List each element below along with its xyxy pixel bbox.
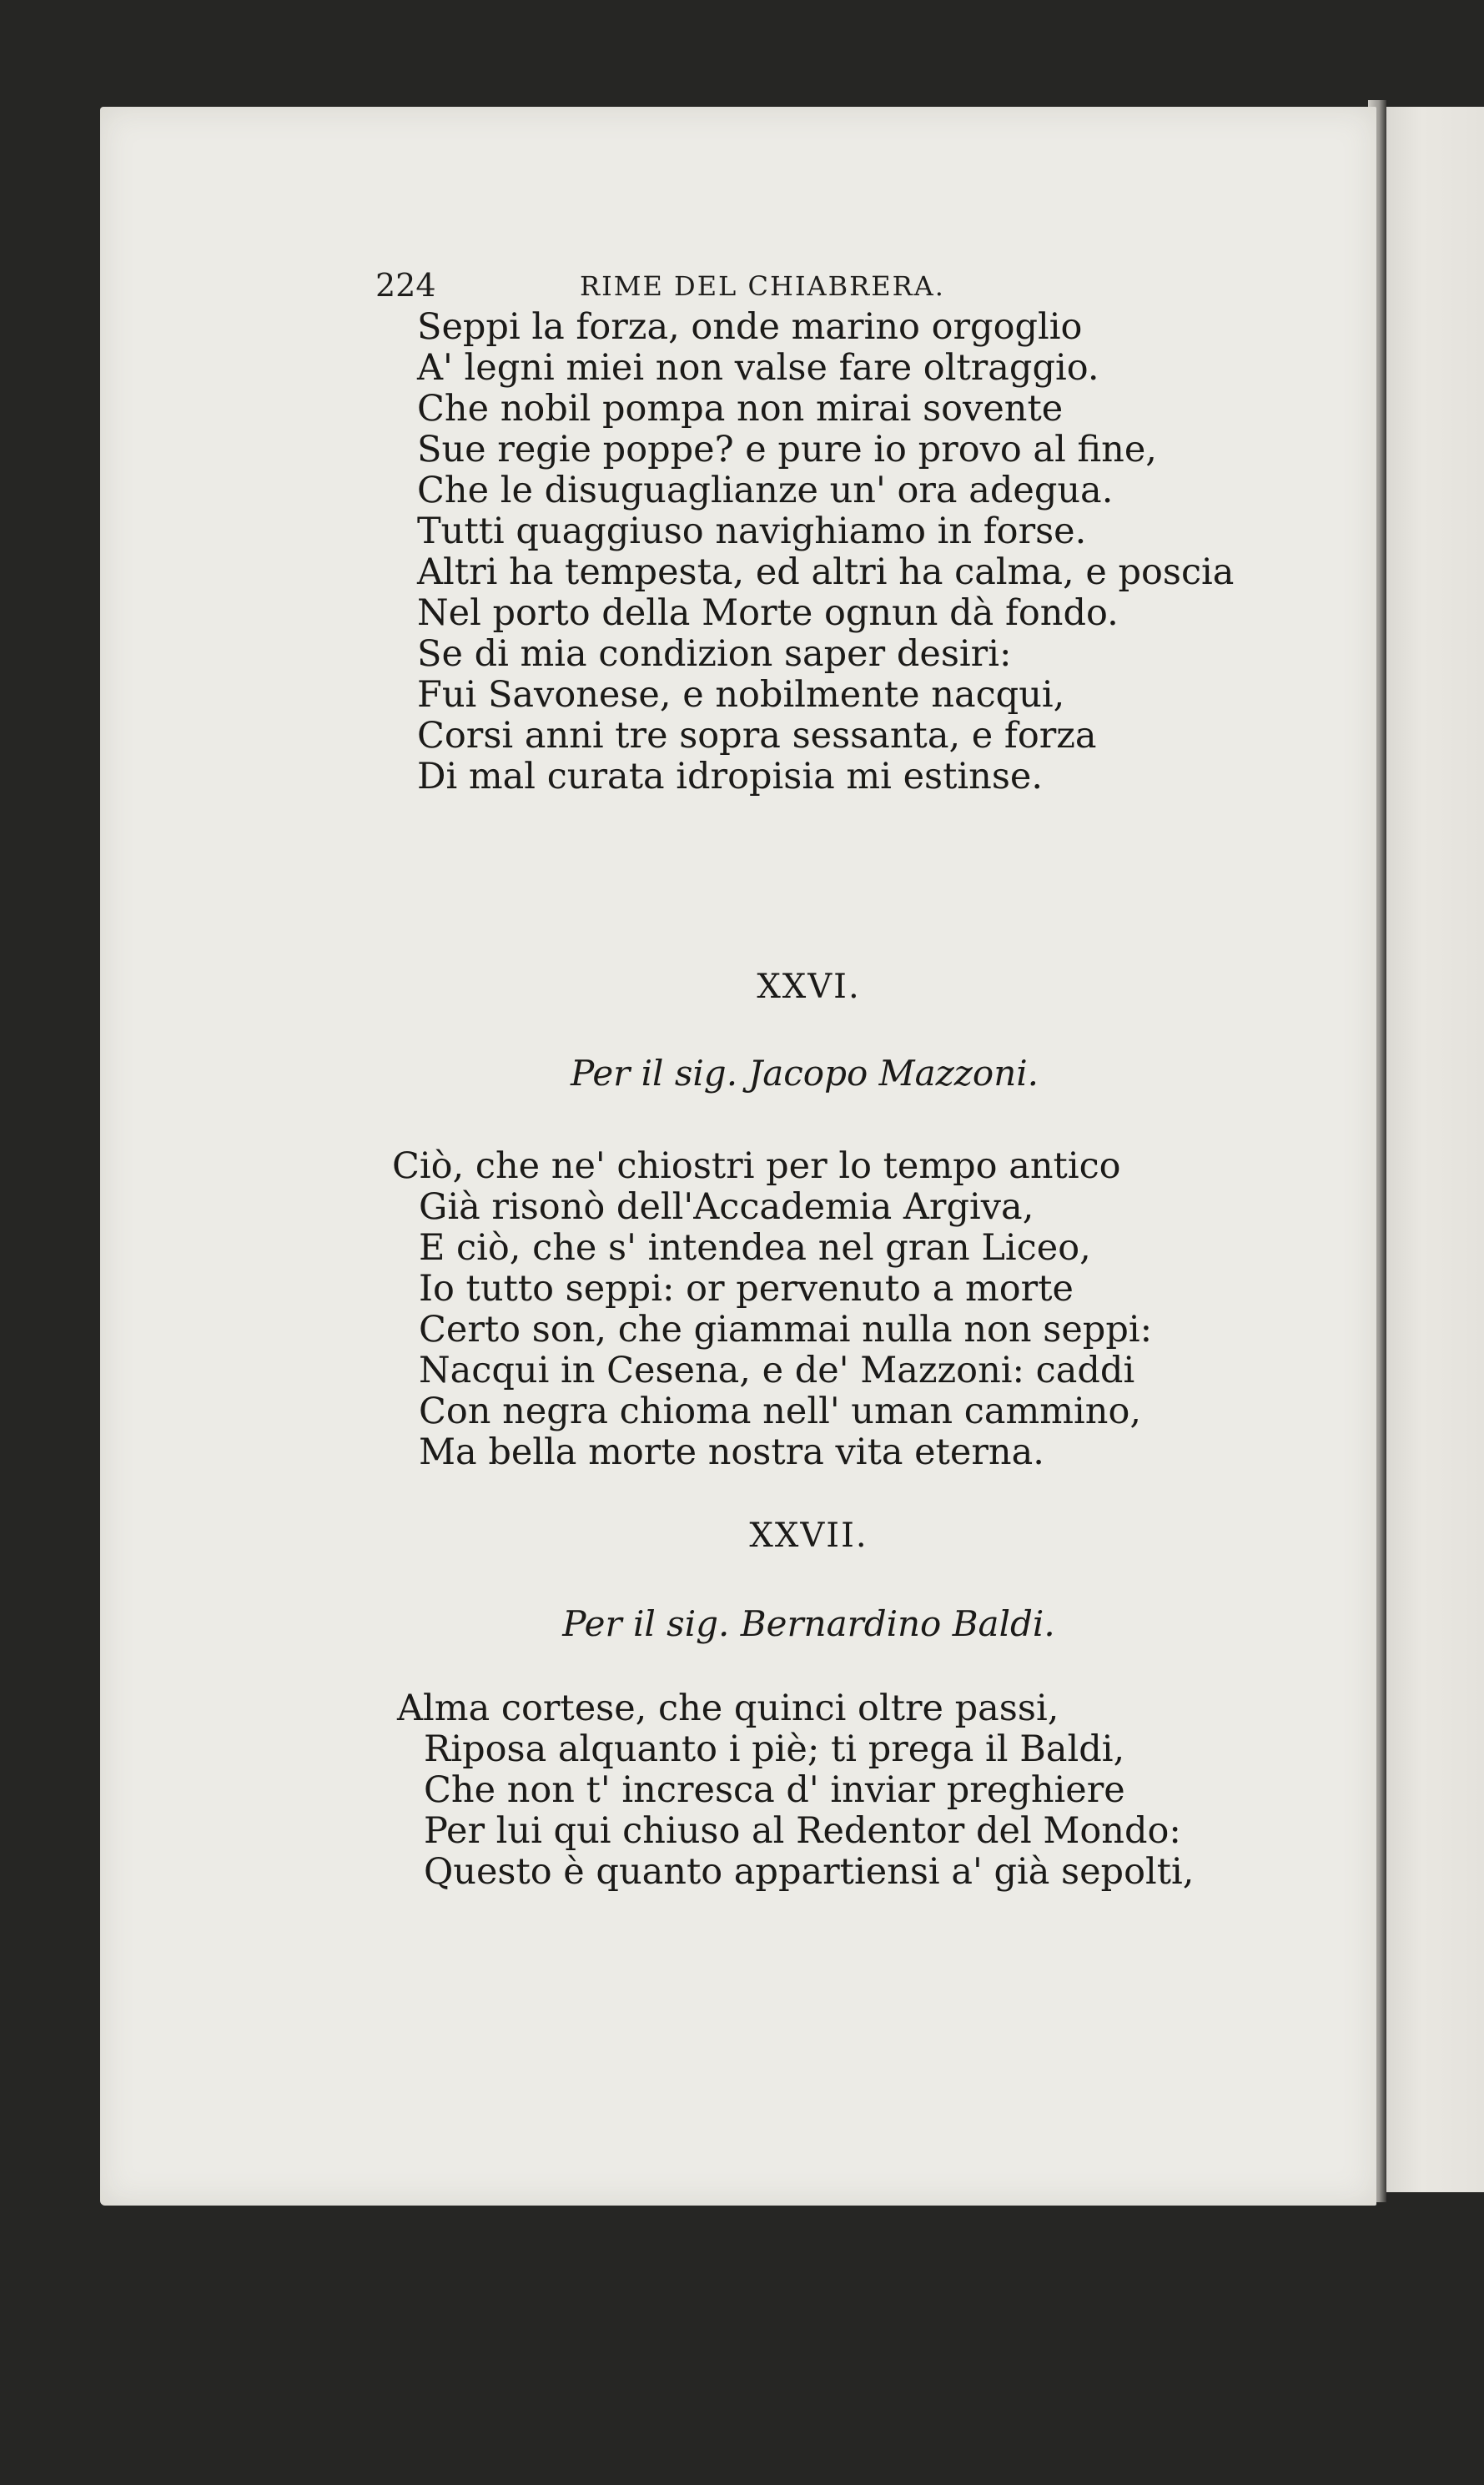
facing-page-edge xyxy=(1381,107,1484,2192)
verse-line: Alma cortese, che quinci oltre passi, xyxy=(397,1688,1059,1729)
page-number: 224 xyxy=(375,267,436,304)
verse-line: Riposa alquanto i piè; ti prega il Baldi, xyxy=(424,1728,1125,1770)
verse-line: A' legni miei non valse fare oltraggio. xyxy=(417,347,1099,389)
verse-line: Certo son, che giammai nulla non seppi: xyxy=(419,1309,1153,1351)
verse-line: Con negra chioma nell' uman cammino, xyxy=(419,1391,1142,1432)
verse-line: Altri ha tempesta, ed altri ha calma, e poscia xyxy=(417,551,1235,593)
verse-line: Per lui qui chiuso al Redentor del Mondo: xyxy=(424,1810,1181,1852)
verse-line: Che non t' incresca d' inviar preghiere xyxy=(424,1769,1125,1811)
verse-line: Se di mia condizion saper desiri: xyxy=(417,633,1012,675)
verse-line: Io tutto seppi: or pervenuto a morte xyxy=(419,1268,1074,1310)
verse-line: Questo è quanto appartiensi a' già sepolti, xyxy=(424,1851,1195,1893)
poem-number-xxvi: XXVI. xyxy=(757,968,861,1006)
poem-dedication-xxvii: Per il sig. Bernardino Baldi. xyxy=(562,1603,1055,1644)
verse-line: Nel porto della Morte ognun dà fondo. xyxy=(417,592,1119,634)
verse-line: Che le disuguaglianze un' ora adegua. xyxy=(417,470,1114,511)
running-head-title: RIME DEL CHIABRERA. xyxy=(580,270,945,302)
verse-line: Che nobil pompa non mirai sovente xyxy=(417,388,1064,430)
verse-line: Nacqui in Cesena, e de' Mazzoni: caddi xyxy=(419,1350,1135,1391)
verse-line: E ciò, che s' intendea nel gran Liceo, xyxy=(419,1227,1091,1269)
verse-line: Ciò, che ne' chiostri per lo tempo antico xyxy=(392,1145,1121,1187)
verse-line: Fui Savonese, e nobilmente nacqui, xyxy=(417,674,1065,716)
verse-line: Corsi anni tre sopra sessanta, e forza xyxy=(417,715,1097,757)
poem-xxvi-text xyxy=(392,1146,1351,1473)
verse-line: Seppi la forza, onde marino orgoglio xyxy=(417,306,1083,348)
verse-line: Già risonò dell'Accademia Argiva, xyxy=(419,1186,1034,1228)
verse-line: Tutti quaggiuso navighiamo in forse. xyxy=(417,511,1087,552)
verse-line: Di mal curata idropisia mi estinse. xyxy=(417,756,1044,797)
poem-number-xxvii: XXVII. xyxy=(749,1517,868,1555)
poem-dedication-xxvi: Per il sig. Jacopo Mazzoni. xyxy=(570,1053,1039,1094)
verse-line: Sue regie poppe? e pure io provo al fine, xyxy=(417,429,1157,470)
poem-xxv-continuation xyxy=(417,307,1376,797)
verse-line: Ma bella morte nostra vita eterna. xyxy=(419,1431,1044,1473)
poem-xxvii-text xyxy=(397,1688,1356,1893)
